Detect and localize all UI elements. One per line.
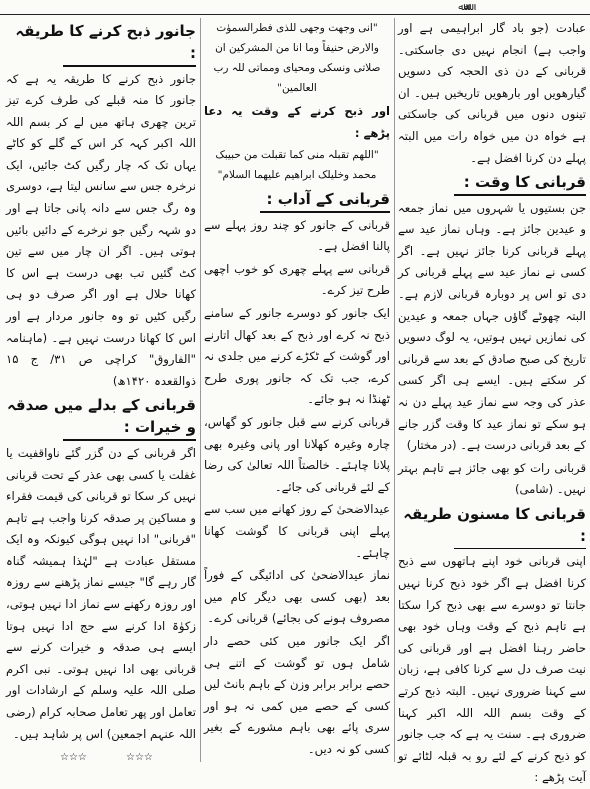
heading-sadqa-khairat: قربانی کے بدلے میں صدقہ و خیرات : bbox=[6, 394, 196, 441]
paragraph: اور ذبح کرنے کے وقت یہ دعا پڑھے : bbox=[204, 104, 390, 140]
star-ornament: ☆☆☆ bbox=[126, 752, 153, 763]
column-right bbox=[398, 18, 586, 785]
paragraph: قربانی کرنے سے قبل جانور کو گھاس، چارہ وغیرہ کھلانا اور پانی وغیرہ بھی پلانا چاہئے۔ خالصتاً اللہ تعالیٰ کی رضا کے لئے قربانی کی جائے۔ bbox=[204, 415, 390, 494]
heading-qurbani-ka-waqt: قربانی کا وقت : bbox=[398, 171, 586, 196]
column-divider bbox=[200, 18, 201, 762]
header-ornament: ﷲﷲ bbox=[458, 1, 470, 13]
paragraph: اگر ایک جانور میں کئی حصے دار شامل ہوں تو گوشت کے اتنے ہی حصے برابر برابر وزن کے باہم بانٹ لیں کسی کے حصے میں کمی نہ ہو اور سری پائے بھی باہم مشورے کے بغیر کسی کو نہ دیں۔ bbox=[204, 633, 390, 756]
paragraph: نماز عیدالاضحیٰ کی ادائیگی کے فوراً بعد (بھی کسی بھی دیگر کام میں مصروف ہونے کی بجائے) قربانی کرے۔ bbox=[204, 568, 390, 626]
heading-qurbani-ke-aadaab: قربانی کے آداب : bbox=[204, 188, 390, 213]
paragraph: جن بستیوں یا شہروں میں نماز جمعہ و عیدین جائز ہے۔ وہاں نماز عید سے پہلے قربانی کرنا جائز نہیں ہے۔ اگر کسی نے نماز عید سے پہلے قربانی کر دی تو اس پر دوبارہ قربانی لازم ہے۔ البتہ چھوٹے گاؤں جہاں جمعہ و عیدین کی نمازیں نہیں ہوتیں، یہ لوگ دسویں تاریخ کی صبح صادق کے بعد سے قربانی کر سکتے ہیں۔ ایسے ہی اگر کسی عذر کی وجہ سے نماز عید پہلے دن نہ ہو سکے تو نماز عید کا وقت گزر جانے کے بعد قربانی درست ہے۔ (در مختار) bbox=[398, 200, 586, 453]
paragraph: قربانی رات کو بھی جائز ہے تاہم بہتر نہیں۔ (شامی) bbox=[398, 460, 586, 497]
column-left bbox=[6, 18, 196, 762]
heading-masnoon-tareeqa: قربانی کا مسنون طریقہ : bbox=[398, 503, 586, 550]
arabic-dua: "اللھم تقبلہ منی کما تقبلت من حبیبک محمد وخلیلک ابراھیم علیھما السلام" bbox=[215, 149, 379, 182]
column-middle bbox=[204, 18, 390, 762]
paragraph: قربانی سے پہلے چھری کو خوب اچھی طرح تیز کرے۔ bbox=[204, 261, 390, 298]
paragraph: اگر قربانی کے دن گزر گئے ناواقفیت یا غفلت یا کسی بھی عذر کے تحت قربانی نہیں کر سکا تو قربانی کی قیمت فقراء و مساکین پر صدقہ کرنا واجب ہے تاہم "قربانی" ادا نہیں ہوگی کیونکہ وہ ایک مستقل عبادت ہے "لہٰذا ہمیشہ گناہ گار رہے گا" جیسے نماز پڑھنے سے روزہ اور روزہ رکھنے سے نماز ادا نہیں ہوتی، زکوٰۃ ادا کرنے سے حج ادا نہیں ہوتا ایسے ہی صدقہ و خیرات کرنے سے قربانی بھی ادا نہیں ہوتی۔ نبی اکرم صلی اللہ علیہ وسلم کے ارشادات اور تعامل اور پھر تعامل صحابہ کرام (رضی اللہ عنہم اجمعین) اس پر شاہد ہیں۔ bbox=[6, 445, 196, 741]
page-top-rule bbox=[0, 0, 590, 15]
arabic-verse: "انی وجھت وجھی للذی فطرالسموٰت والارض حنیفاً وما انا من المشرکین ان صلاتی ونسکی ومحیای ومماتی للہ رب العالمین" bbox=[213, 22, 381, 94]
paragraph: جانور ذبح کرنے کا طریقہ یہ ہے کہ جانور کا منہ قبلے کی طرف کرے تیز ترین چھری ہاتھ میں لے کر بسم اللہ اللہ اکبر کہہ کر اس کے گلے کو کاٹے یہاں تک کہ چار رگیں کٹ جائیں، ایک نرخرہ جس سے سانس لیتا ہے، دوسری وہ رگ جس سے دانہ پانی جاتا ہے اور دو شہہ رگیں جو نرخرے کے دائیں بائیں ہوتی ہیں۔ اگر ان چار میں سے تین کٹ گئیں تب بھی درست ہے اس کا کھانا حلال ہے اور اگر صرف دو ہی رگیں کٹیں تو وہ جانور مردار ہے اور اس کا کھانا درست نہیں ہے۔ (ماہنامہ "الفاروق" کراچی ص ۳۱/ ج ۱۵ ذوالقعدہ ۱۴۲۰ھ) bbox=[6, 71, 196, 388]
paragraph: قربانی کے جانور کو چند روز پہلے سے پالنا افضل ہے۔ bbox=[204, 217, 390, 254]
star-ornament: ☆☆☆ bbox=[60, 752, 87, 763]
paragraph: اپنی قربانی خود اپنے ہاتھوں سے ذبح کرنا افضل ہے اگر خود ذبح کرنا نہیں جانتا تو دوسرے سے بھی ذبح کرا سکتا ہے تاہم ذبح کے وقت وہاں خود بھی حاضر رہنا افضل ہے اور قربانی کی نیت صرف دل سے کرنا کافی ہے، زبان سے کہنا ضروری نہیں۔ البتہ ذبح کرتے کے وقت بسم اللہ اللہ اکبر کہنا ضروری ہے۔ سنت یہ ہے کہ جب جانور کو ذبح کرنے کے لئے رو بہ قبلہ لٹائے تو آیت پڑھے : bbox=[398, 554, 586, 785]
column-divider bbox=[394, 18, 395, 762]
paragraph: ایک جانور کو دوسرے جانور کے سامنے ذبح نہ کرے اور ذبح کے بعد کھال اتارنے اور گوشت کے ٹکڑے کرنے میں جلدی نہ کرے، جب تک کہ جانور پوری طرح ٹھنڈا نہ ہو جائے۔ bbox=[204, 306, 390, 407]
paragraph: عبادت (جو باد گار ابراہیمی ہے اور واجب ہے) انجام نہیں دی جاسکتی۔ قربانی کے دن ذی الحجہ کی دسویں گیارھویں اور بارھویں تاریخیں ہیں۔ ان تینوں دنوں میں قربانی کی جاسکتی ہے خواہ دن میں خواہ رات میں البتہ پہلے دن کرنا افضل ہے۔ bbox=[398, 21, 586, 165]
paragraph: عیدالاضحیٰ کے روز کھانے میں سب سے پہلے اپنی قربانی کا گوشت کھانا چاہئے۔ bbox=[204, 502, 390, 560]
heading-zibh-ka-tareeqa: جانور ذبح کرنے کا طریقہ : bbox=[6, 20, 196, 67]
